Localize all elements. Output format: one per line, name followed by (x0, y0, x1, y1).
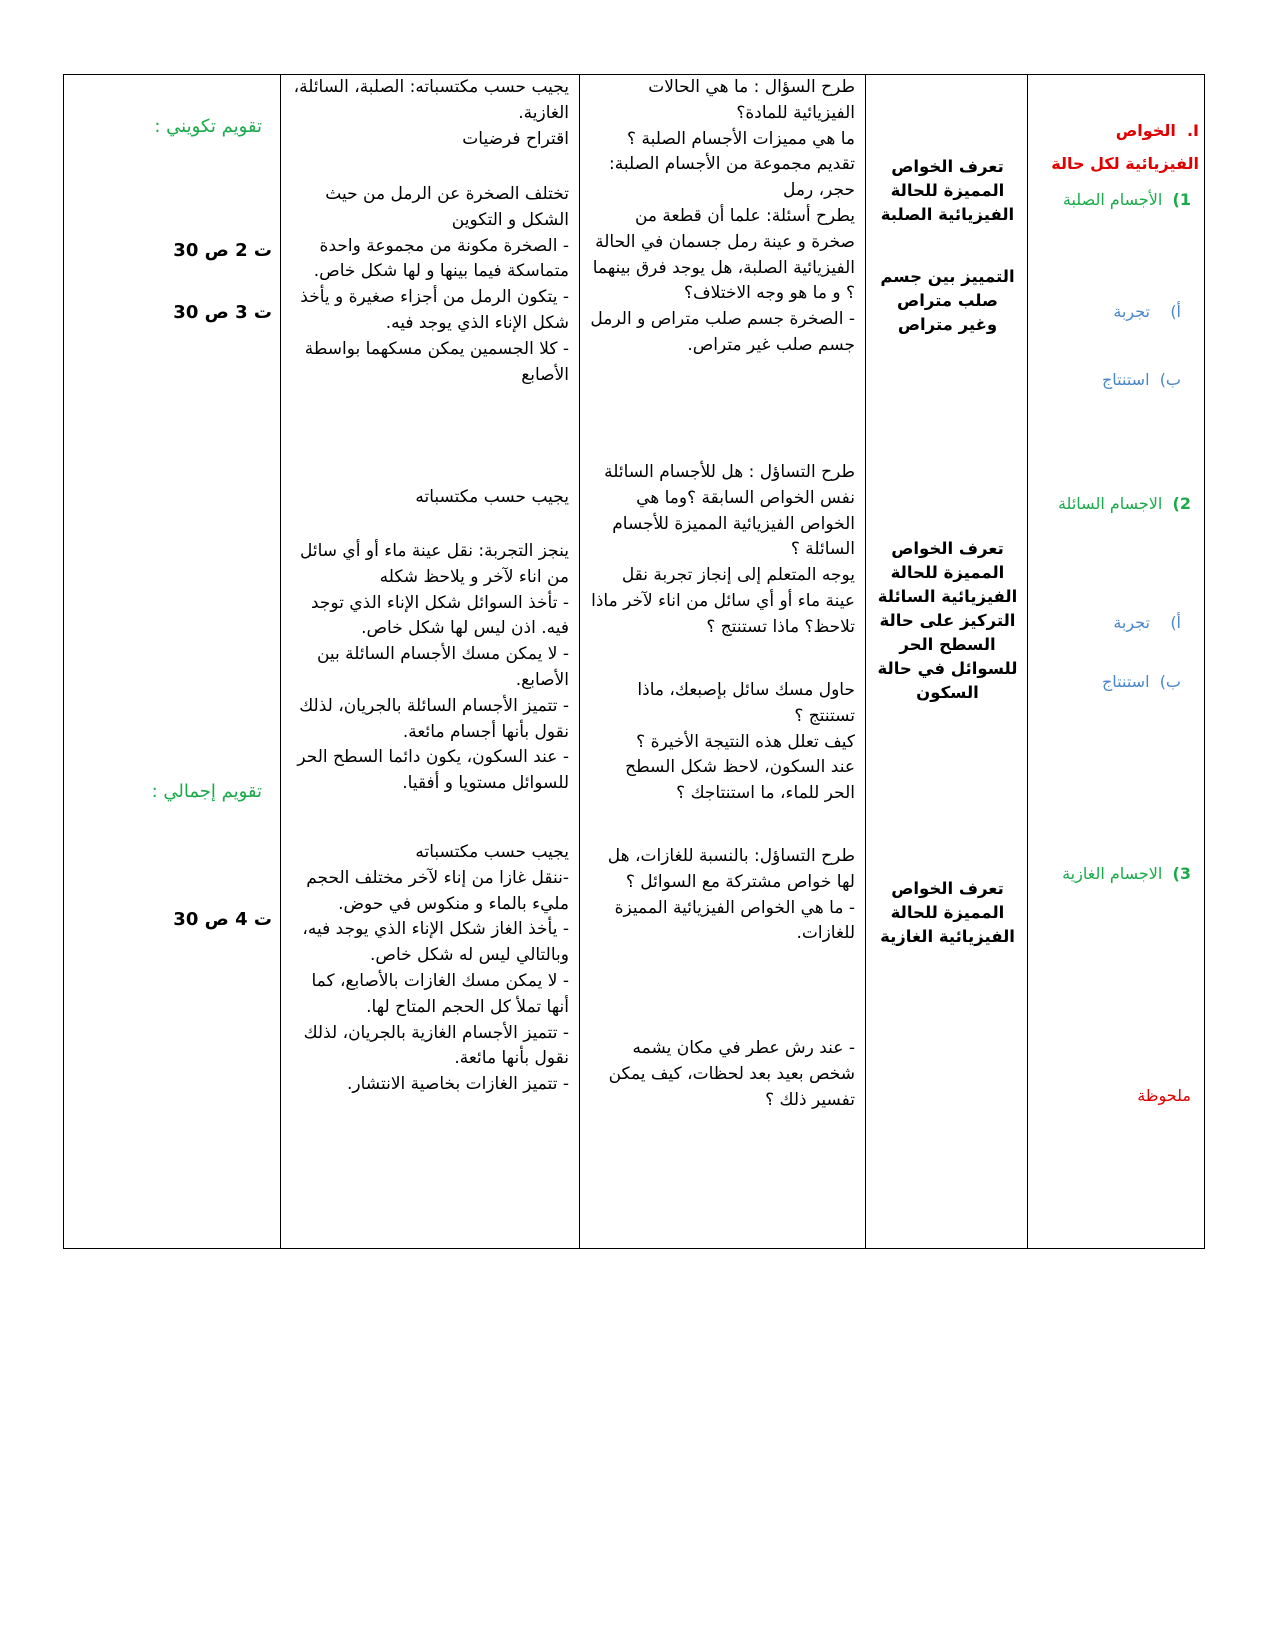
teacher-block-liquids: طرح التساؤل : هل للأجسام السائلة نفس الخواص السابقة ؟وما هي الخواص الفيزيائية المميزة للأجسام السائلة ؟ يوجه المتعلم إلى إنجاز تجربة نقل عينة ماء أو أي سائل من اناء لآخر ماذا تلاحظ؟ ماذا تستنتج ؟ (591, 462, 855, 637)
learner-block-3: يجيب حسب مكتسباته (415, 487, 569, 507)
exercise-ref-2: ت 3 ص 30 (173, 302, 272, 323)
competency-gases: تعرف الخواص المميزة للحالة الفيزيائية الغازية (880, 879, 1015, 946)
competency-compact: التمييز بين جسم صلب متراص وغير متراص (880, 267, 1015, 334)
section-solids: 1) الأجسام الصلبة (1062, 190, 1191, 209)
competency-solids: تعرف الخواص المميزة للحالة الفيزيائية الصلبة (880, 157, 1015, 224)
evaluation-column (64, 75, 280, 1248)
objectives-column (1028, 75, 1205, 1248)
main-heading: I. الخواص الفيزيائية لكل حالة (1051, 121, 1199, 173)
learner-block-liquids: ينجز التجربة: نقل عينة ماء أو أي سائل من اناء لآخر و يلاحظ شكله - تأخذ السوائل شكل الإناء الذي توجد فيه. اذن ليس لها شكل خاص. - لا يمكن مسك الأجسام السائلة بين الأصابع. - تتميز الأجسام السائلة بالجريان، لذلك نقول بأنها أجسام مائعة. - عند السكون، يكون دائما السطح الحر للسوائل مستويا و أفقيا. (297, 541, 569, 794)
exercise-ref-1: ت 2 ص 30 (173, 240, 272, 261)
section-gases: 3) الاجسام الغازية (1062, 864, 1191, 883)
formative-evaluation: تقويم تكويني : (154, 116, 262, 137)
summative-evaluation: تقويم إجمالي : (151, 781, 262, 802)
section-liquids: 2) الاجسام السائلة (1057, 494, 1191, 513)
competency-liquids: تعرف الخواص المميزة للحالة الفيزيائية السائلة التركيز على حالة السطح الحر للسوائل في حالة السكون (877, 539, 1018, 702)
teacher-block-liquids-2: حاول مسك سائل بإصبعك، ماذا تستنتج ؟ كيف تعلل هذه النتيجة الأخيرة ؟ عند السكون، لاحظ شكل السطح الحر للماء، ما استنتاجك ؟ (625, 680, 855, 804)
solids-experiment: أ) تجربة (1113, 302, 1181, 321)
solids-conclusion: ب) استنتاج (1101, 370, 1181, 389)
teacher-block-solids: طرح السؤال : ما هي الحالات الفيزيائية للمادة؟ ما هي مميزات الأجسام الصلبة ؟ تقديم مجموعة من الأجسام الصلبة: حجر، رمل يطرح أسئلة: علما أن قطعة من صخرة و عينة رمل جسمان في الحالة الفيزيائية الصلبة، هل يوجد فرق بينهما ؟ و ما هو وجه الاختلاف؟ - الصخرة جسم صلب متراص و الرمل جسم صلب غير متراص. (590, 77, 855, 355)
learner-block-1: يجيب حسب مكتسباته: الصلبة، السائلة، الغازية. اقتراح فرضيات (293, 77, 569, 149)
learner-activities-column (281, 75, 579, 1248)
competencies-column (866, 75, 1027, 1248)
teacher-activities-column (580, 75, 865, 1248)
teacher-block-gases: طرح التساؤل: بالنسبة للغازات، هل لها خواص مشتركة مع السوائل ؟ - ما هي الخواص الفيزيائية المميزة للغازات. (607, 846, 855, 944)
learner-block-gases: يجيب حسب مكتسباته -ننقل غازا من إناء لآخر مختلف الحجم مليء بالماء و منكوس في حوض. - يأخذ الغاز شكل الإناء الذي يوجد فيه، وبالتالي ليس له شكل خاص. - لا يمكن مسك الغازات بالأصابع، كما أنها تملأ كل الحجم المتاح لها. - تتميز الأجسام الغازية بالجريان، لذلك نقول بأنها مائعة. - تتميز الغازات بخاصية الانتشار. (302, 842, 569, 1095)
lesson-table (63, 74, 1205, 1249)
liquids-experiment: أ) تجربة (1113, 613, 1181, 632)
teacher-block-diffusion: - عند رش عطر في مكان يشمه شخص بعيد بعد لحظات، كيف يمكن تفسير ذلك ؟ (608, 1038, 855, 1110)
note-label: ملحوظة (1137, 1086, 1191, 1105)
exercise-ref-3: ت 4 ص 30 (173, 909, 272, 930)
learner-block-2: تختلف الصخرة عن الرمل من حيث الشكل و التكوين - الصخرة مكونة من مجموعة واحدة متماسكة فيما بينها و لها شكل خاص. - يتكون الرمل من أجزاء صغيرة و يأخذ شكل الإناء الذي يوجد فيه. - كلا الجسمين يمكن مسكهما بواسطة الأصابع (300, 184, 569, 385)
liquids-conclusion: ب) استنتاج (1101, 672, 1181, 691)
